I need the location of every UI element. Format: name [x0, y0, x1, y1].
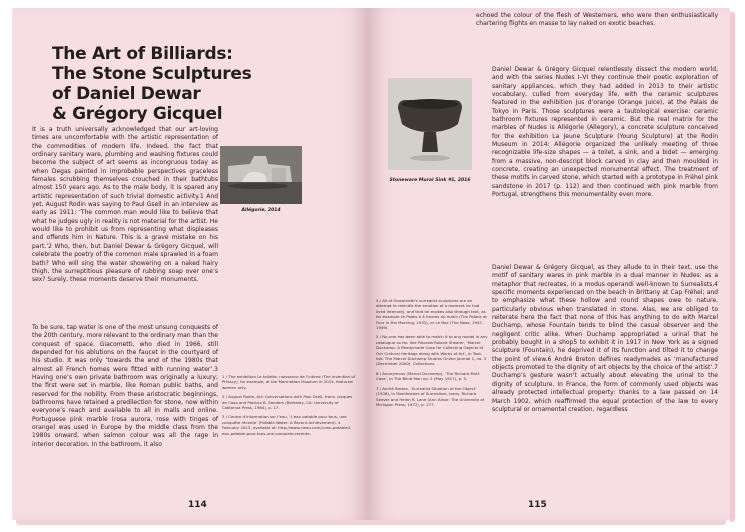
paragraph: Daniel Dewar & Grégory Gicquel relentlessly dissect the modern world, and with the series Nudes I–VI they continue their poetic exploration of sanitary appliances, which they had added in 2013 to their artistic vocabulary, culled from everyday life, with the ceramic sculptures featured in the exhibition Jus d’orange (Orange Juice), at the Palais de Tokyo in Paris. Those sculptures were a tautological exercise: ceramic bathroom fixtures represented in ceramic. But the real matrix for the marbles of Nudes is Allégorie (Allegory), a concrete sculpture conceived for the exhibition La Jeune Sculpture (Young Sculpture) at the Rodin Museum in 2014: Allégorie organized the unlikely meeting of three recognizable life-size shapes — a toilet, a sink, and a bidet — emerging from a massive, non-descript block carved in clay and then moulded in concrete, creating an unexpected monumental effect. The treatment of these motifs in carved stone, which started with a prototype in Fréhel pink sandstone in 2017 (p. 112) and then continued with pink marble from Portugal, strengthens this monumentality even more.: [492, 66, 718, 199]
top-paragraph: echoed the colour of the flesh of Westerners, who were then enthusiastically chartering flights en masse to lay naked on exotic beaches.: [476, 12, 718, 28]
title-line: The Stone Sculptures: [52, 64, 252, 84]
footnote: 4 / All of Giacometti’s surrealist sculptures are an attempt to rekindle the emotion of a moment he had lived intensely, and that he evokes also through text, as for example Le Palais à 4 heures du matin (The Palace at Four in the Morning, 1932), or Le Nez (The Nose, 1947–1949).: [376, 298, 487, 331]
right-page: [368, 8, 730, 520]
continued-text: [476, 12, 718, 37]
footnote: 2 / August Rodin, Art: Conversations with Paul Gsell, trans. Jacques de Caso and Patricia B. Sanders (Berkeley, CA: University of California Press, 1984), p. 17.: [222, 394, 353, 411]
title-line: of Daniel Dewar: [52, 84, 201, 104]
footnote: 5 / No-one has been able to match it to any model in any catalogue so far. See Rhonda Roland Shearer, ‘Marcel Duchamp: A Readymade Case for Collecting Objects of Our Cultural Heritage along with Works of Art’, in Tout-fait: The Marcel Duchamp Studies Online Journal 1, no. 3 (December 2000). Collections.: [376, 334, 488, 367]
page-number: 114: [188, 500, 207, 510]
cover-edge: [730, 12, 735, 522]
body-paragraph: To be sure, tap water is one of the most unsung conquests of the 20th century, more relevant to the ordinary man than the conquest of space. Giacometti, who died in 1966, still depended for his ablutions on the faucet in the courtyard of his studio. It was only ‘towards the end of the 1980s that almost all French homes were fitted with running water’.3 Having one’s own private bathroom was originally a luxury; the first were set in marble, like Roman public baths, and reserved for the nobility. From these aristocratic beginnings, bathrooms have retained a predilection for stone, now within everyone’s reach and available to all in malls and online. Portuguese pink marble (rosa aurora, rose with tinges of orange) was used in Europe by the middle class from the 1980s onward, when salmon colour was all the rage in interior decoration. In the bathroom, it also: [32, 324, 218, 448]
paragraph: Daniel Dewar & Grégory Gicquel, as they allude to in their text, use the motif of sanitary wares in pink marble in a dual manner in Nudes: as a metaphor that recreates, in a modus operandi well-known to Surrealists,4 specific moments experienced on the beach in Brittany at Cap Fréhel; and to emphasize what these hollow and round shapes owe to nature, particularly obvious when translated in stone. Alas, we are obliged to reiterate here the fact that none of this has anything to do with Marcel Duchamp, whose Fountain tends to blind the casual observer and the negligent critic alike. When Duchamp appropriated a urinal that he probably bought in a shop5 to exhibit it in 1917 in New York as a signed sculpture (Fountain), he deprived it of its function and tilted it to change the point of view.6 André Breton defines readymades as ‘manufactured objects promoted to the dignity of art objects by the choice of the artist’.7 Duchamp’s gesture wasn’t actually about elevating the urinal to the dignity of sculpture. In France, the form of commonly used objects was already protected intellectual property: thanks to a law passed on 14 March 1902, which reaffirmed the equal protection of the law to every sculptural or ornamental creation, regardless: [492, 264, 718, 413]
page-title: [52, 44, 292, 124]
title-line: & Grégory Gicquel: [52, 104, 223, 124]
left-page: [12, 8, 368, 520]
title-line: The Art of Billiards:: [52, 44, 233, 64]
footnote: 7 / André Breton, ‘Surrealist Situation of the Object’ (1938), in Manifestoes of Surrealism, trans. Richard Seaver and Helen R. Lane (Ann Arbor: The University of Michigan Press, 1972), p. 277.: [376, 385, 485, 407]
footnote: 3 / Centre d’information sur l’eau, ‘L’eau potable pour tous, une conquête récente’ (Potable Water: A Recent Achievement), 4 February 2013, available at: http://www.cieau.com/l-eau-potable/l-eau-potable-pour-tous-une-conquete-recente.: [222, 414, 352, 436]
body-column: [32, 324, 218, 457]
intro-column: [32, 126, 218, 293]
intro-paragraph: It is a truth universally acknowledged that our art-loving times are uncomfortable with the artistic representation of the commodities of modern life. Indeed, the fact that ordinary sanitary ware, plumbing and washing fixtures could become the subject of art seems as incongruous today as when Degas painted in improbable perspectives graceless females scrubbing themselves crouched in their bathtubs almost 150 years ago. As to the male body, it is spared any artistic representation of such trivial domestic activity.1 And yet, August Rodin was saying to Paul Gsell in an interview as early as 1911: ‘The common man would like to believe that what he judges ugly in reality is not material for the artist. He would like to prohibit us from representing what displeases and offends him in Nature. This is a grave mistake on his part.’2 Who, then, but Daniel Dewar & Grégory Gicquel, will celebrate the poetry of the common male sprawled in a foam bath? Who will sing the water showering on a naked hairy thigh, the surreptitious pleasure of rubbing soap over one’s sex? Surely, these moments deserve their monuments.: [32, 126, 218, 284]
photo-caption: Stoneware Mural Sink #1, 2016: [389, 178, 471, 183]
page-number: 115: [528, 500, 547, 510]
paragraph-nudes: [492, 264, 718, 422]
footnotes: [376, 298, 488, 411]
footnote: 6 / Anonymous (Marcel Duchamp), ‘The Richard Mutt Case’, in The Blind Man no. 2 (May 1917), p. 5.: [376, 370, 480, 382]
photo-caption: Allégorie, 2014: [241, 208, 281, 213]
sink-photo: [388, 78, 472, 170]
paragraph-dissect: [492, 66, 718, 208]
footnotes: [222, 374, 358, 440]
allegorie-photo: [220, 146, 302, 204]
page-edges-bottom: [16, 520, 726, 525]
footnote: 1 / The exhibition Le toilette, naissance de l’intime (The Invention of Privacy), for example, at the Marmottan Museum in 2015, featured women only.: [222, 374, 356, 390]
